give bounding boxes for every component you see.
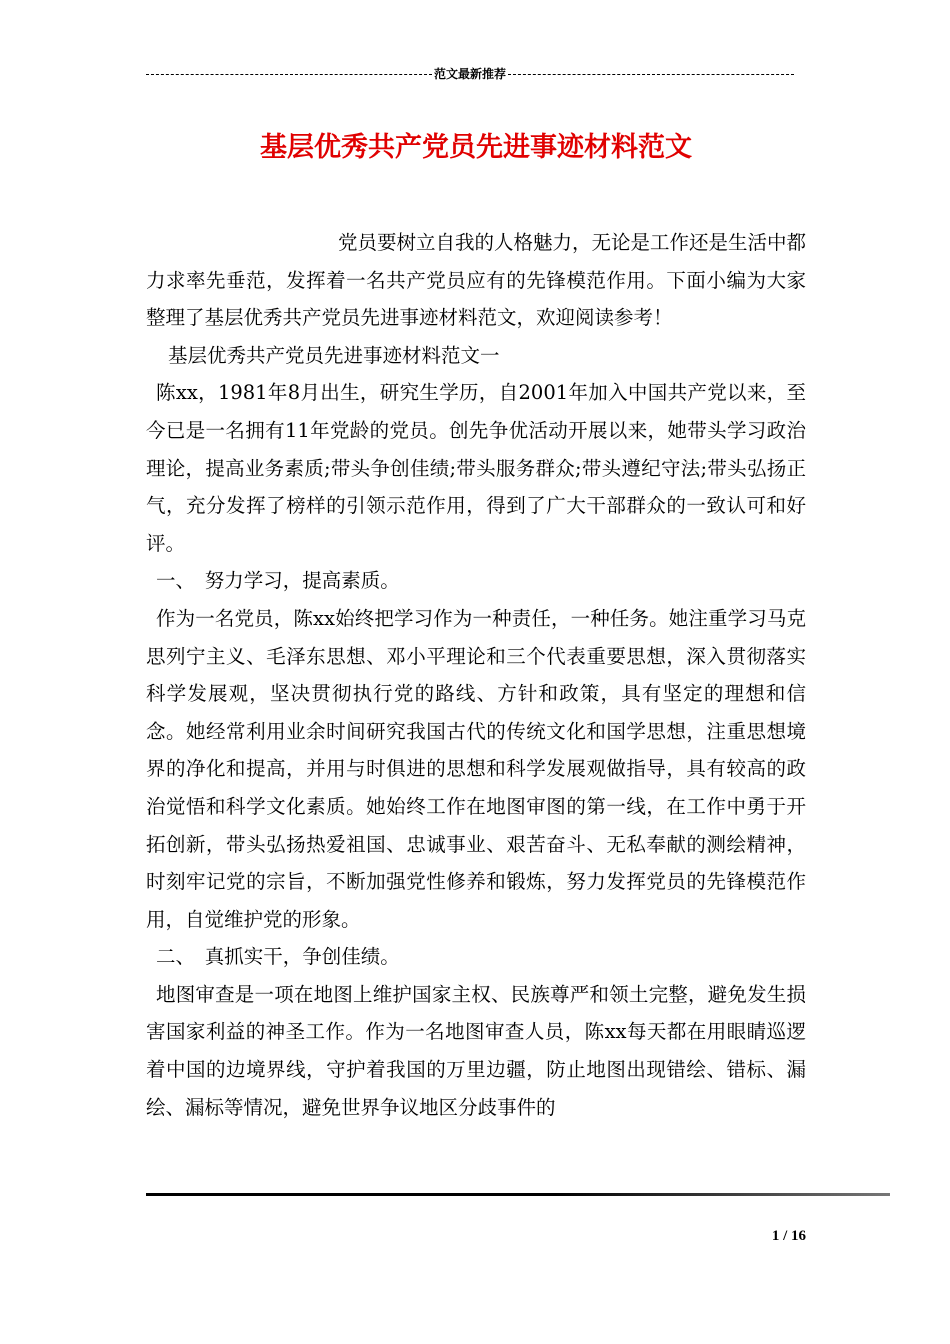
document-body bbox=[146, 224, 806, 1126]
page-header bbox=[146, 66, 794, 82]
page-number: 1 / 16 bbox=[771, 1228, 806, 1244]
intro-paragraph: 党员要树立自我的人格魅力，无论是工作还是生活中都力求率先垂范，发挥着一名共产党员应有的先锋模范作用。下面小编为大家整理了基层优秀共产党员先进事迹材料范文，欢迎阅读参考！ bbox=[146, 231, 807, 330]
body-paragraph: 地图审查是一项在地图上维护国家主权、民族尊严和领土完整，避免发生损害国家利益的神圣工作。作为一名地图审查人员，陈xx每天都在用眼睛巡逻着中国的边境界线，守护着我国的万里边疆，防止地图出现错绘、错标、漏绘、漏标等情况，避免世界争议地区分歧事件的 bbox=[146, 982, 806, 1119]
header-dash-left bbox=[146, 74, 432, 75]
section-title: 基层优秀共产党员先进事迹材料范文一 bbox=[168, 343, 500, 367]
body-paragraph: 作为一名党员，陈xx始终把学习作为一种责任，一种任务。她注重学习马克思列宁主义、毛泽东思想、邓小平理论和三个代表重要思想，深入贯彻落实科学发展观，坚决贯彻执行党的路线、方针和政策，具有坚定的理想和信念。她经常利用业余时间研究我国古代的传统文化和国学思想，注重思想境界的净化和提高，并用与时俱进的思想和科学发展观做指导，具有较高的政治觉悟和科学文化素质。她始终工作在地图审图的第一线，在工作中勇于开拓创新，带头弘扬热爱祖国、忠诚事业、艰苦奋斗、无私奉献的测绘精神，时刻牢记党的宗旨，不断加强党性修养和锻炼，努力发挥党员的先锋模范作用，自觉维护党的形象。 bbox=[146, 606, 806, 931]
footer-rule bbox=[146, 1193, 890, 1196]
document-title: 基层优秀共产党员先进事迹材料范文 bbox=[260, 132, 692, 163]
heading-one: 一、 努力学习，提高素质。 bbox=[156, 569, 400, 593]
header-dash-right bbox=[508, 74, 794, 75]
header-label: 范文最新推荐 bbox=[434, 67, 507, 81]
heading-two: 二、 真抓实干，争创佳绩。 bbox=[156, 945, 400, 969]
body-paragraph: 陈xx，1981年8月出生，研究生学历，自2001年加入中国共产党以来，至今已是一名拥有11年党龄的党员。创先争优活动开展以来，她带头学习政治理论，提高业务素质;带头争创佳绩;带头服务群众;带头遵纪守法;带头弘扬正气，充分发挥了榜样的引领示范作用，得到了广大干部群众的一致认可和好评。 bbox=[146, 381, 806, 555]
